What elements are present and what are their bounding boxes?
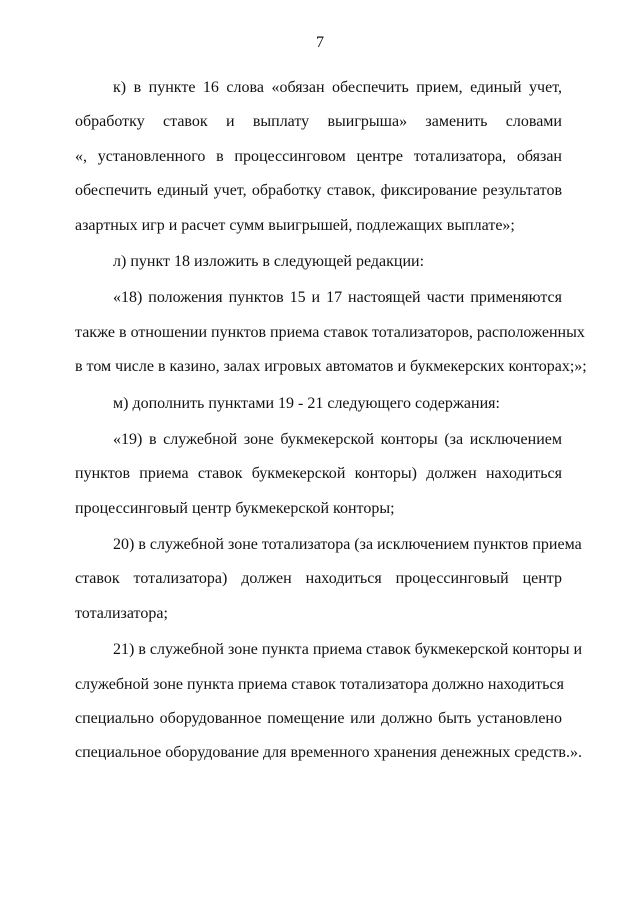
text-line: специальное оборудование для временного хранения денежных средств.». [75, 744, 582, 762]
text-line: в том числе в казино, залах игровых автоматов и букмекерских конторах;»; [75, 358, 587, 376]
text-line: служебной зоне пункта приема ставок тотализатора должно находиться [75, 675, 564, 693]
text-line: «19) в служебной зоне букмекерской конторы (за исключением [113, 430, 562, 448]
text-line: обработку ставок и выплату выигрыша» заменить словами [75, 113, 562, 131]
text-line: ставок тотализатора) должен находиться процессинговый центр [75, 570, 562, 588]
text-line: пунктов приема ставок букмекерской конторы) должен находиться [75, 465, 562, 483]
text-line: обеспечить единый учет, обработку ставок, фиксирование результатов [75, 182, 562, 200]
text-line: специально оборудованное помещение или должно быть установлено [75, 710, 562, 728]
text-line: «, установленного в процессинговом центре тотализатора, обязан [75, 147, 562, 165]
text-line: процессинговый центр букмекерской конторы; [75, 499, 395, 517]
text-line: «18) положения пунктов 15 и 17 настоящей части применяются [113, 289, 562, 307]
text-line: л) пункт 18 изложить в следующей редакции: [113, 252, 425, 270]
text-line: азартных игр и расчет сумм выигрышей, подлежащих выплате»; [75, 216, 515, 234]
text-line: 20) в служебной зоне тотализатора (за исключением пунктов приема [113, 536, 582, 554]
document-body [75, 71, 587, 771]
text-line: к) в пункте 16 слова «обязан обеспечить прием, единый учет, [113, 79, 562, 96]
page-number: 7 [316, 34, 324, 51]
text-line: 21) в служебной зоне пункта приема ставок букмекерской конторы и [113, 641, 583, 659]
text-line: также в отношении пунктов приема ставок тотализаторов, расположенных [75, 323, 585, 341]
text-line: тотализатора; [75, 604, 168, 622]
text-line: м) дополнить пунктами 19 - 21 следующего содержания: [113, 394, 500, 412]
